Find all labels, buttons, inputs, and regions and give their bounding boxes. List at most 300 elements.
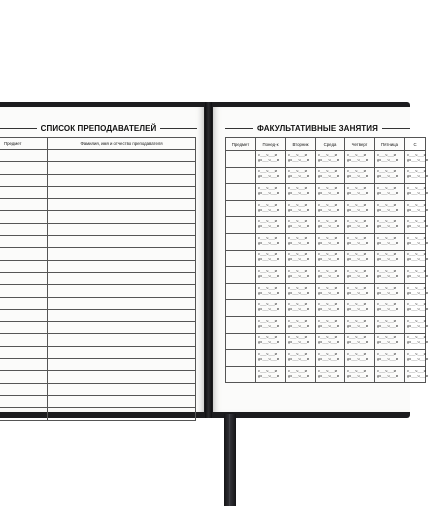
- subject-cell[interactable]: [0, 285, 48, 297]
- time-to-line: до___ч___м: [407, 374, 428, 379]
- time-slot-text: [345, 154, 374, 164]
- table-row: [0, 346, 196, 358]
- time-slot-cell[interactable]: [375, 167, 405, 184]
- table-row: [226, 167, 426, 184]
- time-from-line: с___ч___м: [347, 286, 366, 291]
- title-rule-left: [0, 128, 37, 129]
- time-slot-cell[interactable]: [256, 350, 286, 367]
- time-from-line: с___ч___м: [288, 253, 307, 258]
- time-slot-cell[interactable]: [316, 267, 345, 284]
- time-slot-cell[interactable]: [405, 267, 426, 284]
- time-to-line: до___ч___м: [347, 225, 369, 230]
- time-to-line: до___ч___м: [347, 291, 369, 296]
- time-slot-cell[interactable]: [405, 300, 426, 317]
- subject-cell[interactable]: [226, 300, 256, 317]
- time-slot-text: [256, 253, 285, 263]
- time-slot-cell[interactable]: [316, 300, 345, 317]
- teacher-name-cell[interactable]: [48, 371, 196, 383]
- time-slot-text: [316, 187, 344, 197]
- column-header-subject: Предмет: [0, 138, 48, 150]
- time-slot-cell[interactable]: [345, 184, 375, 201]
- time-slot-cell[interactable]: [375, 366, 405, 383]
- time-from-line: с___ч___м: [258, 336, 277, 341]
- subject-cell[interactable]: [0, 162, 48, 174]
- time-slot-cell[interactable]: [405, 233, 426, 250]
- time-to-line: до___ч___м: [407, 324, 428, 329]
- time-slot-cell[interactable]: [316, 167, 345, 184]
- time-to-line: до___ч___м: [288, 225, 310, 230]
- time-from-line: с___ч___м: [347, 253, 366, 258]
- time-to-line: до___ч___м: [288, 208, 310, 213]
- teachers-header-row: [0, 138, 196, 150]
- time-to-line: до___ч___м: [407, 357, 428, 362]
- table-row: [0, 272, 196, 284]
- time-to-line: до___ч___м: [407, 341, 428, 346]
- time-slot-text: [286, 370, 315, 380]
- time-from-line: с___ч___м: [258, 236, 277, 241]
- time-slot-cell[interactable]: [286, 217, 316, 234]
- time-slot-cell[interactable]: [316, 350, 345, 367]
- time-slot-cell[interactable]: [286, 233, 316, 250]
- electives-header-row: [226, 138, 426, 151]
- time-to-line: до___ч___м: [377, 241, 399, 246]
- time-slot-text: [286, 336, 315, 346]
- subject-cell[interactable]: [0, 248, 48, 260]
- time-from-line: с___ч___м: [377, 352, 396, 357]
- time-slot-cell[interactable]: [345, 316, 375, 333]
- subject-cell[interactable]: [0, 186, 48, 198]
- teacher-name-cell[interactable]: [48, 223, 196, 235]
- time-slot-cell[interactable]: [256, 200, 286, 217]
- time-slot-cell[interactable]: [286, 333, 316, 350]
- time-slot-cell[interactable]: [375, 250, 405, 267]
- time-slot-cell[interactable]: [286, 350, 316, 367]
- time-from-line: с___ч___м: [407, 253, 426, 258]
- time-slot-text: [345, 170, 374, 180]
- time-slot-cell[interactable]: [256, 316, 286, 333]
- time-from-line: с___ч___м: [318, 153, 337, 158]
- time-slot-cell[interactable]: [345, 200, 375, 217]
- teacher-name-cell[interactable]: [48, 162, 196, 174]
- time-slot-cell[interactable]: [375, 233, 405, 250]
- time-slot-text: [286, 204, 315, 214]
- time-to-line: до___ч___м: [258, 158, 280, 163]
- time-slot-text: [375, 287, 404, 297]
- time-slot-text: [286, 303, 315, 313]
- time-from-line: с___ч___м: [347, 303, 366, 308]
- time-from-line: с___ч___м: [258, 203, 277, 208]
- page-title-teachers: СПИСОК ПРЕПОДАВАТЕЛЕЙ: [40, 123, 157, 133]
- time-slot-cell[interactable]: [405, 184, 426, 201]
- subject-cell[interactable]: [226, 267, 256, 284]
- subject-cell[interactable]: [0, 174, 48, 186]
- time-slot-cell[interactable]: [345, 267, 375, 284]
- time-slot-cell[interactable]: [316, 184, 345, 201]
- teacher-name-cell[interactable]: [48, 285, 196, 297]
- time-slot-text: [345, 253, 374, 263]
- table-row: [0, 174, 196, 186]
- time-slot-cell[interactable]: [375, 267, 405, 284]
- time-from-line: с___ч___м: [347, 236, 366, 241]
- time-slot-cell[interactable]: [316, 151, 345, 168]
- time-from-line: с___ч___м: [377, 220, 396, 225]
- time-from-line: с___ч___м: [407, 352, 426, 357]
- subject-cell[interactable]: [0, 272, 48, 284]
- time-slot-cell[interactable]: [405, 167, 426, 184]
- subject-cell[interactable]: [0, 383, 48, 395]
- time-slot-text: [256, 320, 285, 330]
- time-from-line: с___ч___м: [258, 369, 277, 374]
- subject-cell[interactable]: [0, 359, 48, 371]
- table-row: [226, 366, 426, 383]
- time-slot-cell[interactable]: [316, 316, 345, 333]
- table-row: [226, 316, 426, 333]
- time-slot-cell[interactable]: [375, 333, 405, 350]
- time-from-line: с___ч___м: [377, 236, 396, 241]
- time-slot-cell[interactable]: [286, 366, 316, 383]
- time-to-line: до___ч___м: [347, 274, 369, 279]
- subject-cell[interactable]: [226, 316, 256, 333]
- time-from-line: с___ч___м: [258, 186, 277, 191]
- time-slot-text: [256, 204, 285, 214]
- time-slot-cell[interactable]: [405, 350, 426, 367]
- time-slot-text: [405, 336, 428, 346]
- time-to-line: до___ч___м: [318, 374, 340, 379]
- time-slot-cell[interactable]: [316, 333, 345, 350]
- time-slot-cell[interactable]: [286, 267, 316, 284]
- teacher-name-cell[interactable]: [48, 334, 196, 346]
- time-slot-cell[interactable]: [405, 151, 426, 168]
- subject-cell[interactable]: [0, 297, 48, 309]
- table-row: [0, 334, 196, 346]
- time-slot-cell[interactable]: [405, 217, 426, 234]
- title-rule-right: [382, 128, 410, 129]
- time-from-line: с___ч___м: [377, 269, 396, 274]
- table-row: [0, 260, 196, 272]
- time-slot-cell[interactable]: [375, 200, 405, 217]
- time-slot-text: [256, 187, 285, 197]
- subject-cell[interactable]: [0, 322, 48, 334]
- time-slot-cell[interactable]: [256, 167, 286, 184]
- time-to-line: до___ч___м: [288, 191, 310, 196]
- table-row: [0, 285, 196, 297]
- time-to-line: до___ч___м: [347, 357, 369, 362]
- time-slot-text: [345, 370, 374, 380]
- time-from-line: с___ч___м: [318, 253, 337, 258]
- column-header-saturday: С: [405, 138, 426, 151]
- time-to-line: до___ч___м: [347, 175, 369, 180]
- subject-cell[interactable]: [0, 395, 48, 407]
- table-row: [226, 350, 426, 367]
- subject-cell[interactable]: [226, 217, 256, 234]
- teacher-name-cell[interactable]: [48, 395, 196, 407]
- time-from-line: с___ч___м: [318, 269, 337, 274]
- time-from-line: с___ч___м: [318, 336, 337, 341]
- time-slot-cell[interactable]: [256, 333, 286, 350]
- time-from-line: с___ч___м: [347, 319, 366, 324]
- table-row: [226, 267, 426, 284]
- table-row: [0, 309, 196, 321]
- time-to-line: до___ч___м: [258, 357, 280, 362]
- time-slot-cell[interactable]: [256, 250, 286, 267]
- time-slot-cell[interactable]: [405, 250, 426, 267]
- time-to-line: до___ч___м: [377, 374, 399, 379]
- subject-cell[interactable]: [226, 350, 256, 367]
- time-slot-cell[interactable]: [345, 283, 375, 300]
- time-slot-cell[interactable]: [345, 233, 375, 250]
- time-to-line: до___ч___м: [347, 258, 369, 263]
- time-slot-cell[interactable]: [375, 283, 405, 300]
- time-slot-cell[interactable]: [345, 300, 375, 317]
- time-slot-cell[interactable]: [375, 184, 405, 201]
- teacher-name-cell[interactable]: [48, 260, 196, 272]
- time-slot-cell[interactable]: [256, 267, 286, 284]
- planner-spine: [205, 102, 212, 418]
- column-header-tuesday: Вторник: [286, 138, 316, 151]
- time-slot-text: [316, 287, 344, 297]
- time-from-line: с___ч___м: [318, 369, 337, 374]
- table-row: [226, 283, 426, 300]
- time-from-line: с___ч___м: [318, 170, 337, 175]
- time-slot-cell[interactable]: [286, 250, 316, 267]
- teacher-name-cell[interactable]: [48, 309, 196, 321]
- table-row: [0, 223, 196, 235]
- time-to-line: до___ч___м: [318, 158, 340, 163]
- time-slot-text: [256, 237, 285, 247]
- time-slot-cell[interactable]: [256, 151, 286, 168]
- time-slot-cell[interactable]: [256, 233, 286, 250]
- time-from-line: с___ч___м: [407, 269, 426, 274]
- time-to-line: до___ч___м: [318, 308, 340, 313]
- time-from-line: с___ч___м: [407, 369, 426, 374]
- time-from-line: с___ч___м: [407, 203, 426, 208]
- time-slot-cell[interactable]: [345, 366, 375, 383]
- time-slot-text: [405, 352, 428, 363]
- time-slot-text: [286, 220, 315, 230]
- table-row: [0, 322, 196, 334]
- time-slot-cell[interactable]: [256, 283, 286, 300]
- table-row: [226, 184, 426, 201]
- time-from-line: с___ч___м: [288, 286, 307, 291]
- teacher-name-cell[interactable]: [48, 272, 196, 284]
- time-slot-cell[interactable]: [286, 300, 316, 317]
- subject-cell[interactable]: [226, 151, 256, 168]
- time-to-line: до___ч___м: [318, 208, 340, 213]
- subject-cell[interactable]: [0, 211, 48, 223]
- time-from-line: с___ч___м: [407, 170, 426, 175]
- time-slot-cell[interactable]: [345, 151, 375, 168]
- time-slot-text: [345, 353, 374, 363]
- subject-cell[interactable]: [0, 346, 48, 358]
- time-slot-cell[interactable]: [375, 300, 405, 317]
- time-slot-text: [316, 237, 344, 247]
- time-from-line: с___ч___м: [318, 186, 337, 191]
- time-slot-cell[interactable]: [256, 217, 286, 234]
- time-from-line: с___ч___м: [377, 153, 396, 158]
- time-slot-text: [286, 320, 315, 330]
- teacher-name-cell[interactable]: [48, 408, 196, 420]
- time-slot-cell[interactable]: [405, 366, 426, 383]
- column-header-thursday: Четверг: [345, 138, 375, 151]
- subject-cell[interactable]: [226, 167, 256, 184]
- time-to-line: до___ч___м: [377, 357, 399, 362]
- time-from-line: с___ч___м: [347, 369, 366, 374]
- time-slot-cell[interactable]: [286, 283, 316, 300]
- time-to-line: до___ч___м: [318, 258, 340, 263]
- column-header-monday: Понед-к: [256, 138, 286, 151]
- time-slot-text: [345, 320, 374, 330]
- time-slot-cell[interactable]: [375, 151, 405, 168]
- time-to-line: до___ч___м: [318, 175, 340, 180]
- time-slot-text: [286, 154, 315, 164]
- column-header-subject: Предмет: [226, 138, 256, 151]
- time-to-line: до___ч___м: [407, 175, 428, 180]
- teacher-name-cell[interactable]: [48, 236, 196, 248]
- table-row: [226, 333, 426, 350]
- table-row: [0, 248, 196, 260]
- title-rule-right: [160, 128, 197, 129]
- time-slot-cell[interactable]: [375, 217, 405, 234]
- time-slot-cell[interactable]: [256, 300, 286, 317]
- subject-cell[interactable]: [0, 199, 48, 211]
- time-slot-text: [345, 336, 374, 346]
- subject-cell[interactable]: [226, 366, 256, 383]
- teacher-name-cell[interactable]: [48, 150, 196, 162]
- time-slot-cell[interactable]: [316, 366, 345, 383]
- time-slot-cell[interactable]: [345, 250, 375, 267]
- time-slot-text: [286, 187, 315, 197]
- time-to-line: до___ч___м: [407, 274, 428, 279]
- subject-cell[interactable]: [0, 371, 48, 383]
- time-slot-cell[interactable]: [345, 217, 375, 234]
- time-slot-text: [316, 170, 344, 180]
- time-slot-text: [375, 204, 404, 214]
- time-from-line: с___ч___м: [347, 220, 366, 225]
- time-to-line: до___ч___м: [347, 241, 369, 246]
- subject-cell[interactable]: [0, 309, 48, 321]
- time-slot-cell[interactable]: [316, 200, 345, 217]
- time-slot-cell[interactable]: [256, 184, 286, 201]
- time-slot-text: [405, 186, 428, 197]
- time-to-line: до___ч___м: [347, 324, 369, 329]
- time-slot-cell[interactable]: [345, 350, 375, 367]
- time-slot-cell[interactable]: [316, 283, 345, 300]
- time-to-line: до___ч___м: [288, 274, 310, 279]
- time-from-line: с___ч___м: [377, 286, 396, 291]
- time-slot-cell[interactable]: [375, 350, 405, 367]
- table-row: [226, 217, 426, 234]
- time-from-line: с___ч___м: [377, 186, 396, 191]
- time-slot-cell[interactable]: [286, 316, 316, 333]
- time-to-line: до___ч___м: [318, 225, 340, 230]
- time-slot-text: [405, 170, 428, 180]
- teacher-name-cell[interactable]: [48, 322, 196, 334]
- time-slot-text: [375, 237, 404, 247]
- time-to-line: до___ч___м: [377, 208, 399, 213]
- time-to-line: до___ч___м: [288, 258, 310, 263]
- time-to-line: до___ч___м: [377, 191, 399, 196]
- teacher-name-cell[interactable]: [48, 211, 196, 223]
- teacher-name-cell[interactable]: [48, 199, 196, 211]
- subject-cell[interactable]: [0, 260, 48, 272]
- teacher-name-cell[interactable]: [48, 346, 196, 358]
- time-slot-cell[interactable]: [286, 151, 316, 168]
- teacher-name-cell[interactable]: [48, 174, 196, 186]
- time-slot-cell[interactable]: [316, 217, 345, 234]
- time-to-line: до___ч___м: [258, 225, 280, 230]
- subject-cell[interactable]: [226, 233, 256, 250]
- time-to-line: до___ч___м: [258, 191, 280, 196]
- time-from-line: с___ч___м: [407, 286, 426, 291]
- subject-cell[interactable]: [226, 283, 256, 300]
- subject-cell[interactable]: [226, 200, 256, 217]
- time-to-line: до___ч___м: [347, 341, 369, 346]
- teacher-name-cell[interactable]: [48, 383, 196, 395]
- teacher-name-cell[interactable]: [48, 297, 196, 309]
- time-slot-cell[interactable]: [405, 200, 426, 217]
- subject-cell[interactable]: [0, 236, 48, 248]
- time-slot-cell[interactable]: [345, 167, 375, 184]
- time-slot-text: [375, 170, 404, 180]
- time-slot-text: [286, 237, 315, 247]
- table-row: [0, 199, 196, 211]
- time-from-line: с___ч___м: [377, 369, 396, 374]
- time-to-line: до___ч___м: [407, 225, 428, 230]
- time-slot-cell[interactable]: [405, 283, 426, 300]
- time-slot-text: [375, 253, 404, 263]
- time-from-line: с___ч___м: [347, 186, 366, 191]
- subject-cell[interactable]: [226, 250, 256, 267]
- subject-cell[interactable]: [0, 408, 48, 420]
- time-from-line: с___ч___м: [318, 286, 337, 291]
- teacher-name-cell[interactable]: [48, 186, 196, 198]
- time-slot-text: [286, 253, 315, 263]
- time-from-line: с___ч___м: [258, 352, 277, 357]
- time-slot-cell[interactable]: [286, 167, 316, 184]
- time-to-line: до___ч___м: [407, 308, 428, 313]
- time-slot-text: [345, 237, 374, 247]
- teacher-name-cell[interactable]: [48, 359, 196, 371]
- subject-cell[interactable]: [0, 150, 48, 162]
- time-slot-cell[interactable]: [316, 233, 345, 250]
- time-from-line: с___ч___м: [407, 236, 426, 241]
- time-slot-text: [345, 204, 374, 214]
- subject-cell[interactable]: [0, 223, 48, 235]
- time-slot-cell[interactable]: [405, 333, 426, 350]
- time-to-line: до___ч___м: [377, 225, 399, 230]
- subject-cell[interactable]: [226, 333, 256, 350]
- time-slot-cell[interactable]: [286, 200, 316, 217]
- table-row: [0, 186, 196, 198]
- time-slot-text: [345, 287, 374, 297]
- time-slot-text: [256, 154, 285, 164]
- time-from-line: с___ч___м: [258, 153, 277, 158]
- time-from-line: с___ч___м: [258, 286, 277, 291]
- teacher-name-cell[interactable]: [48, 248, 196, 260]
- time-slot-text: [405, 253, 428, 263]
- table-row: [0, 395, 196, 407]
- subject-cell[interactable]: [0, 334, 48, 346]
- time-slot-cell[interactable]: [345, 333, 375, 350]
- time-slot-cell[interactable]: [256, 366, 286, 383]
- time-to-line: до___ч___м: [258, 291, 280, 296]
- time-slot-cell[interactable]: [316, 250, 345, 267]
- time-slot-cell[interactable]: [286, 184, 316, 201]
- time-slot-cell[interactable]: [405, 316, 426, 333]
- subject-cell[interactable]: [226, 184, 256, 201]
- time-slot-text: [345, 220, 374, 230]
- time-slot-cell[interactable]: [375, 316, 405, 333]
